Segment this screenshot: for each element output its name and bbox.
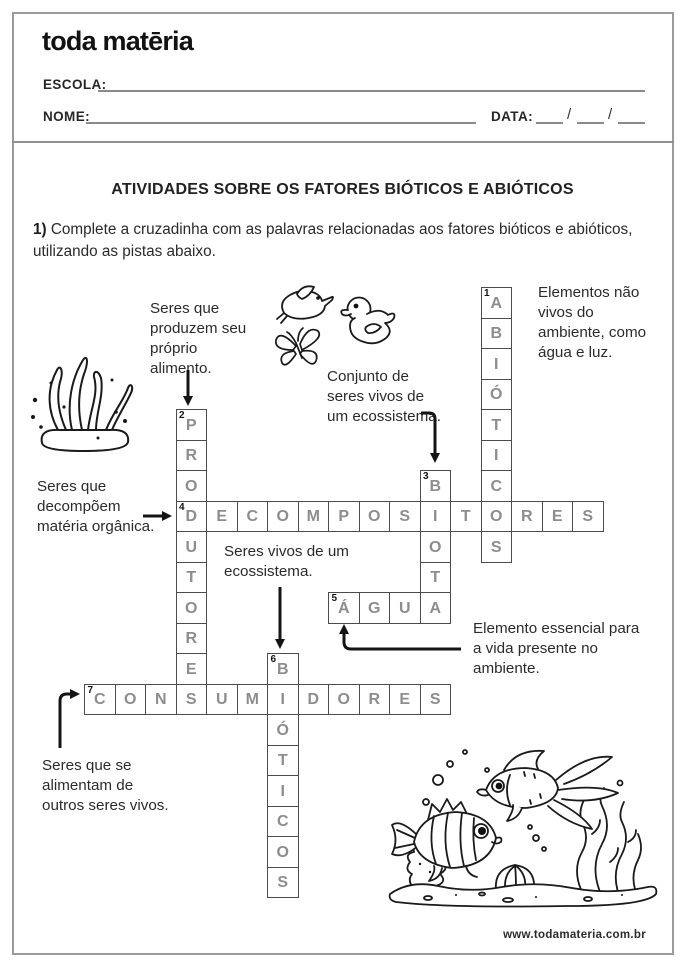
crossword-letter: M [306, 508, 320, 526]
crossword-cell[interactable] [298, 684, 330, 716]
crossword-cell[interactable] [389, 684, 421, 716]
crossword-cell[interactable] [450, 501, 482, 533]
date-year-line[interactable] [618, 107, 645, 124]
crossword-letter: D [185, 508, 198, 526]
crossword-letter: G [368, 599, 381, 617]
clue-text-1: Elementos não vivos do ambiente, como água e luz. [538, 284, 647, 362]
footer-url: www.todamateria.com.br [503, 929, 646, 941]
crossword-letter: U [215, 691, 228, 709]
crossword-cell[interactable] [328, 592, 360, 624]
crossword-cell[interactable] [420, 531, 452, 563]
crossword-letter: R [520, 508, 533, 526]
header-divider [12, 141, 674, 143]
crossword-letter: I [494, 447, 499, 465]
clue-number: 5 [331, 593, 338, 604]
worksheet-title: ATIVIDADES SOBRE OS FATORES BIÓTICOS E ABIÓTICOS [111, 181, 574, 198]
crossword-letter: O [490, 508, 503, 526]
crossword-letter: E [185, 660, 197, 678]
crossword-cell[interactable] [176, 562, 208, 594]
crossword-letter: E [399, 691, 411, 709]
crossword-cell[interactable] [237, 501, 269, 533]
crossword-letter: T [460, 508, 471, 526]
crossword-letter: O [429, 538, 442, 556]
crossword-cell[interactable] [572, 501, 604, 533]
crossword-letter: Ó [490, 386, 503, 404]
clue-text-6: Seres vivos de um ecossistema. [224, 543, 349, 581]
nome-label: NOME: [43, 109, 90, 124]
crossword-cell[interactable] [420, 470, 452, 502]
crossword-cell[interactable] [145, 684, 177, 716]
crossword-letter: U [185, 538, 198, 556]
crossword-letter: R [368, 691, 381, 709]
crossword-letter: O [368, 508, 381, 526]
instruction-text: Complete a cruzadinha com as palavras relacionadas aos fatores bióticos e abióticos, utilizando as pistas abaixo. [33, 221, 633, 260]
clue-number: 7 [87, 684, 94, 696]
crossword-cell[interactable] [328, 501, 360, 533]
crossword-letter: A [490, 294, 503, 312]
date-slash: / [608, 106, 613, 123]
crossword-cell[interactable] [420, 501, 452, 533]
crossword-cell[interactable] [176, 409, 208, 441]
crossword-letter: O [185, 599, 198, 617]
crossword-letter: C [490, 477, 503, 495]
crossword-cell[interactable] [206, 501, 238, 533]
clue-text-3: Conjunto de seres vivos de um ecossistema. [327, 368, 441, 426]
crossword-cell[interactable] [389, 592, 421, 624]
crossword-letter: Ó [276, 721, 289, 739]
crossword-cell[interactable] [267, 501, 299, 533]
crossword-letter: I [280, 782, 285, 800]
crossword-cell[interactable] [267, 684, 299, 716]
exercise-number: 1) [33, 221, 47, 238]
nome-write-line[interactable] [86, 107, 476, 124]
crossword-cell[interactable] [176, 501, 208, 533]
crossword-cell[interactable] [481, 470, 513, 502]
crossword-cell[interactable] [542, 501, 574, 533]
crossword-letter: T [430, 569, 441, 587]
clue-text-5: Elemento essencial para a vida presente no ambiente. [473, 620, 640, 678]
crossword-letter: C [276, 813, 289, 831]
clue-text-2: Seres que produzem seu próprio alimento. [150, 300, 247, 378]
date-day-line[interactable] [536, 107, 563, 124]
crossword-cell[interactable] [267, 653, 299, 685]
escola-write-line[interactable] [98, 75, 645, 92]
crossword-letter: S [399, 508, 411, 526]
crossword-letter: P [338, 508, 350, 526]
crossword-cell[interactable] [481, 348, 513, 380]
crossword-cell[interactable] [359, 684, 391, 716]
crossword-letter: I [280, 691, 285, 709]
crossword-cell[interactable] [481, 440, 513, 472]
clue-number: 3 [423, 471, 429, 482]
crossword-cell[interactable] [176, 653, 208, 685]
crossword-letter: M [245, 691, 259, 709]
crossword-letter: R [185, 630, 198, 648]
crossword-cell[interactable] [420, 562, 452, 594]
crossword-letter: B [276, 660, 289, 678]
clue-text-7: Seres que se alimentam de outros seres vivos. [42, 757, 169, 815]
crossword-cell[interactable] [481, 287, 513, 319]
crossword-cell[interactable] [115, 684, 147, 716]
crossword-letter: S [185, 691, 197, 709]
date-slash: / [567, 106, 572, 123]
crossword-cell[interactable] [481, 531, 513, 563]
crossword-letter: Á [337, 599, 350, 617]
crossword-letter: R [185, 447, 198, 465]
crossword-cell[interactable] [389, 501, 421, 533]
data-label: DATA: [491, 109, 533, 124]
crossword-letter: O [337, 691, 350, 709]
crossword-cell[interactable] [206, 684, 238, 716]
crossword-letter: U [398, 599, 411, 617]
clue-text-4: Seres que decompõem matéria orgânica. [37, 478, 155, 536]
crossword-letter: T [491, 416, 502, 434]
crossword-cell[interactable] [176, 623, 208, 655]
crossword-cell[interactable] [359, 501, 391, 533]
crossword-letter: S [490, 538, 502, 556]
crossword-cell[interactable] [84, 684, 116, 716]
crossword-cell[interactable] [267, 836, 299, 868]
clue-number: 1 [484, 288, 490, 299]
crossword-cell[interactable] [176, 531, 208, 563]
crossword-cell[interactable] [481, 318, 513, 350]
crossword-cell[interactable] [420, 684, 452, 716]
crossword-letter: E [551, 508, 563, 526]
crossword-cell[interactable] [267, 806, 299, 838]
date-month-line[interactable] [577, 107, 604, 124]
crossword-letter: T [277, 752, 288, 770]
crossword-letter: S [582, 508, 594, 526]
crossword-letter: O [276, 508, 289, 526]
crossword-cell[interactable] [328, 684, 360, 716]
clue-number: 2 [179, 410, 185, 421]
crossword-cell[interactable] [298, 501, 330, 533]
crossword-cell[interactable] [359, 592, 391, 624]
exercise-instruction [33, 219, 651, 262]
crossword-letter: E [216, 508, 228, 526]
crossword-cell[interactable] [420, 592, 452, 624]
crossword-letter: O [124, 691, 137, 709]
crossword-cell[interactable] [481, 379, 513, 411]
crossword-letter: P [185, 416, 197, 434]
crossword-letter: S [429, 691, 441, 709]
crossword-letter: D [307, 691, 320, 709]
crossword-cell[interactable] [176, 470, 208, 502]
crossword-cell[interactable] [481, 501, 513, 533]
crossword-letter: A [429, 599, 442, 617]
crossword-letter: B [429, 477, 442, 495]
crossword-letter: T [186, 569, 197, 587]
crossword-cell[interactable] [237, 684, 269, 716]
crossword-letter: I [494, 355, 499, 373]
crossword-letter: N [154, 691, 167, 709]
crossword-cell[interactable] [481, 409, 513, 441]
crossword-letter: B [490, 325, 503, 343]
crossword-cell[interactable] [267, 775, 299, 807]
crossword-cell[interactable] [176, 684, 208, 716]
crossword-cell[interactable] [176, 592, 208, 624]
crossword-letter: S [277, 874, 289, 892]
crossword-cell[interactable] [267, 867, 299, 899]
crossword-letter: O [185, 477, 198, 495]
crossword-letter: C [246, 508, 259, 526]
clue-number: 6 [270, 654, 277, 665]
crossword-cell[interactable] [267, 745, 299, 777]
escola-label: ESCOLA: [43, 77, 107, 92]
brand-logo: toda matēria [42, 26, 193, 56]
crossword-letter: C [93, 691, 106, 709]
crossword-cell[interactable] [511, 501, 543, 533]
crossword-cell[interactable] [267, 714, 299, 746]
clue-number: 4 [179, 501, 185, 513]
crossword-letter: O [276, 843, 289, 861]
crossword-letter: I [433, 508, 438, 526]
crossword-cell[interactable] [176, 440, 208, 472]
